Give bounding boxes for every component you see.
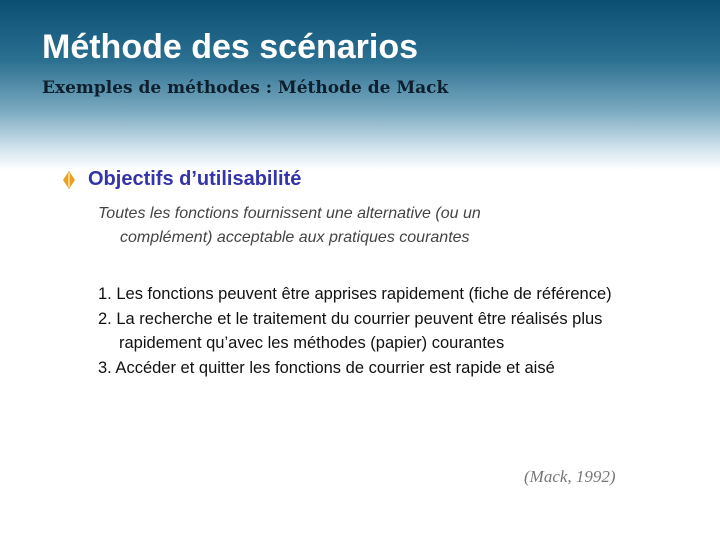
intro-text: [98, 202, 658, 250]
diamond-bullet-icon: [62, 170, 76, 190]
objectives-list: [98, 282, 688, 380]
list-item: 2. La recherche et le traitement du courrier peuvent être réalisés plus rapidement qu’avec les méthodes (papier) courantes: [98, 309, 603, 352]
list-item: 3. Accéder et quitter les fonctions de courrier est rapide et aisé: [98, 358, 555, 377]
slide-subtitle: Exemples de méthodes : Méthode de Mack: [42, 78, 449, 98]
bullet-heading-row: [62, 168, 301, 191]
list-item: 1. Les fonctions peuvent être apprises rapidement (fiche de référence): [98, 285, 612, 303]
intro-line-1: Toutes les fonctions fournissent une alternative (ou un: [98, 205, 481, 222]
intro-line-2: complément) acceptable aux pratiques courantes: [120, 229, 470, 246]
citation: (Mack, 1992): [524, 467, 616, 486]
slide-title: Méthode des scénarios: [42, 28, 419, 66]
section-heading: Objectifs d’utilisabilité: [88, 168, 302, 190]
